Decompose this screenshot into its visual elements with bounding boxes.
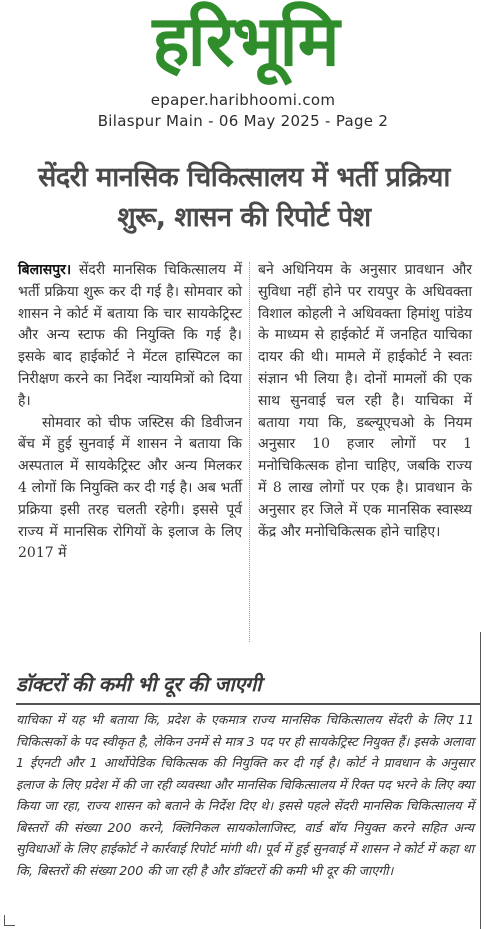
edition-line: Bilaspur Main - 06 May 2025 - Page 2 [97, 112, 389, 130]
crop-corner-mark [4, 915, 15, 926]
haribhoomi-logo: हरिभूमि [152, 0, 338, 82]
article-headline: सेंदरी मानसिक चिकित्सालय में भर्ती प्रक्रिया शुरू, शासन की रिपोर्ट पेश [38, 162, 450, 233]
column-divider [249, 262, 250, 642]
dateline: बिलासपुर। [18, 262, 72, 278]
page-edge-rule [480, 632, 481, 929]
subhead-underline [16, 703, 480, 705]
article-left-column [18, 260, 242, 565]
paragraph-1-text: सेंदरी मानसिक चिकित्सालय में भर्ती प्रक्रिया शुरू कर दी गई है। सोमवार को शासन ने कोर्ट में बताया कि चार सायकेट्रिस्ट और अन्य स्टाफ की नियुक्ति कि गई है। इसके बाद हाईकोर्ट ने मेंटल हास्पिटल का निरीक्षण करने का निर्देश न्यायमित्रों को दिया है। [18, 262, 242, 409]
article-paragraph-2: सोमवार को चीफ जस्टिस की डिवीजन बेंच में हुई सुनवाई में शासन ने बताया कि अस्पताल में सायकेट्रिस्ट और अन्य मिलकर 4 लोगों कि नियुक्ति कर दी गई है। अब भर्ती प्रक्रिया इसी तरह चलती रहेगी। इससे पूर्व राज्य में मानसिक रोगियों के इलाज के लिए 2017 में [18, 414, 242, 562]
epaper-url: epaper.haribhoomi.com [150, 91, 336, 109]
masthead [0, 0, 486, 140]
article-subhead: डॉक्टरों की कमी भी दूर की जाएगी [16, 672, 262, 696]
article-paragraph-1 [18, 260, 242, 413]
article-bottom-paragraph: याचिका में यह भी बताया कि, प्रदेश के एकमात्र राज्य मानसिक चिकित्सालय सेंदरी के लिए 11 चिकित्सकों के पद स्वीकृत है, लेकिन उनमें से मात्र 3 पद पर ही सायकेट्रिस्ट नियुक्त हैं। इसके अलावा 1 ईएनटी और 1 आर्थोपेडिक चिकित्सक की नियुक्ति कर दी गई है। कोर्ट ने प्रावधान के अनुसार इलाज के लिए प्रदेश में की जा रही व्यवस्था और मानसिक चिकित्सालय में रिक्त पद भरने के लिए क्या किया जा रहा, राज्य शासन को बताने के निर्देश दिए थे। इससे पहले सेंदरी मानसिक चिकित्सालय में बिस्तरों की संख्या 200 करने, क्लिनिकल सायकोलाजिस्ट, वार्ड बॉय नियुक्त करने सहित अन्य सुविधाओं के लिए हाईकोर्ट ने कार्रवाई रिपोर्ट मांगी थी। पूर्व में हुई सुनवाई में शासन ने कोर्ट में कहा था कि, बिस्तरों की संख्या 200 की जा रही है और डॉक्टरों की कमी भी दूर की जाएगी। [16, 712, 474, 878]
article-right-column [258, 260, 472, 543]
article-paragraph-3: बने अधिनियम के अनुसार प्रावधान और सुविधा नहीं होने पर रायपुर के अधिवक्ता विशाल कोहली ने अधिवक्ता हिमांशु पांडेय के माध्यम से हाईकोर्ट में जनहित याचिका दायर की थी। मामले में हाईकोर्ट ने स्वतः संज्ञान भी लिया है। दोनों मामलों की एक साथ सुनवाई चल रही है। याचिका में बताया गया कि, डब्ल्यूएचओ के नियम अनुसार 10 हजार लोगों पर 1 मनोचिकित्सक होना चाहिए, जबकि राज्य में 8 लाख लोगों पर एक है। प्रावधान के अनुसार हर जिले में एक मानसिक स्वास्थ्य केंद्र और मनोचिकित्सक होने चाहिए। [258, 262, 472, 540]
